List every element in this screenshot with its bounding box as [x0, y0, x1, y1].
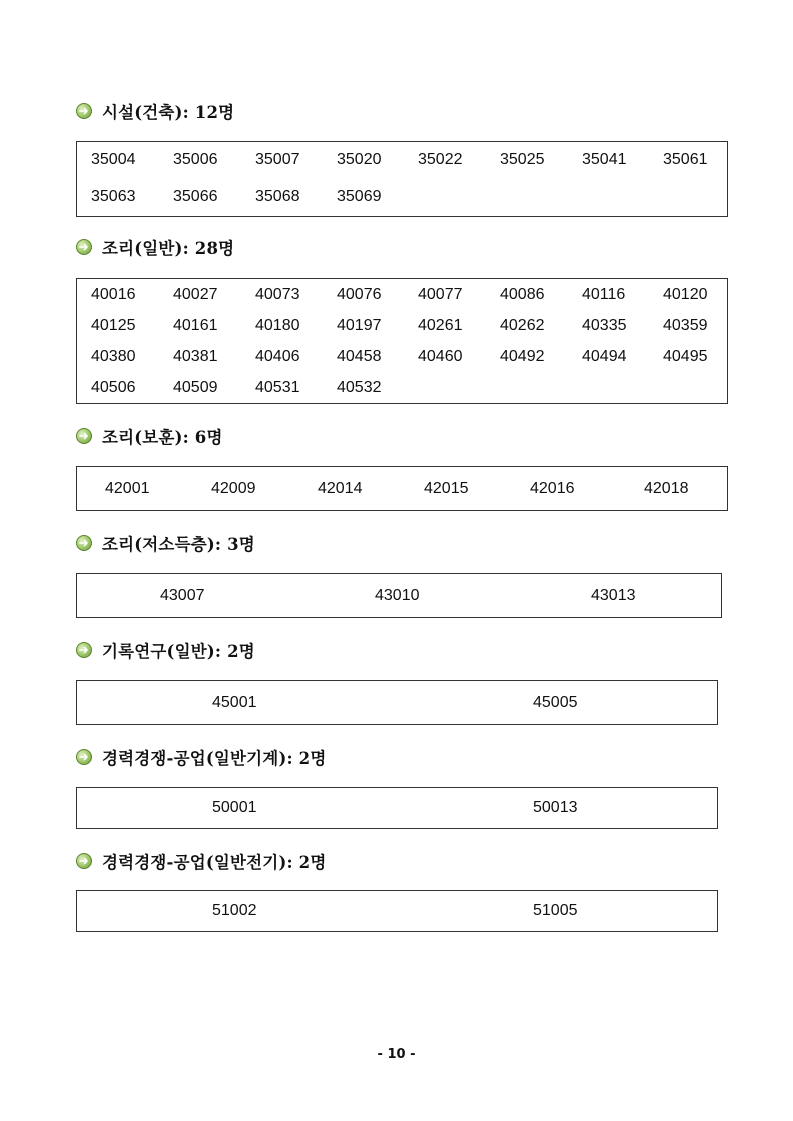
section-heading-cooking-veterans [76, 424, 223, 448]
applicant-number: 35066 [173, 188, 218, 205]
page-number: - 10 - [377, 1047, 416, 1062]
applicant-number: 35068 [255, 188, 300, 205]
applicant-number: 45001 [212, 694, 257, 711]
applicant-number: 43010 [375, 587, 420, 604]
applicant-number: 50013 [533, 799, 578, 816]
applicant-number: 35069 [337, 188, 382, 205]
applicant-number: 40077 [418, 286, 463, 303]
applicant-number: 35025 [500, 151, 545, 168]
applicant-number: 35007 [255, 151, 300, 168]
applicant-number: 42014 [318, 480, 363, 497]
section-heading-career-industry-general-machinery [76, 745, 327, 769]
code-list-box-career-industry-general-electric [76, 890, 718, 932]
green-bullet-icon [76, 535, 92, 551]
applicant-number: 35006 [173, 151, 218, 168]
applicant-number: 40027 [173, 286, 218, 303]
applicant-number: 40494 [582, 348, 627, 365]
applicant-number: 40506 [91, 379, 136, 396]
section-heading-text: 시설(건축): 12명 [102, 103, 235, 122]
section-heading-facility-architecture [76, 99, 234, 123]
applicant-number: 43013 [591, 587, 636, 604]
applicant-number: 40380 [91, 348, 136, 365]
applicant-number: 40262 [500, 317, 545, 334]
applicant-number: 43007 [160, 587, 205, 604]
applicant-number: 40125 [91, 317, 136, 334]
applicant-number: 40381 [173, 348, 218, 365]
applicant-number: 40161 [173, 317, 218, 334]
applicant-number: 42009 [211, 480, 256, 497]
applicant-number: 40335 [582, 317, 627, 334]
applicant-number: 40076 [337, 286, 382, 303]
applicant-number: 40086 [500, 286, 545, 303]
applicant-number: 51002 [212, 902, 257, 919]
applicant-number: 35004 [91, 151, 136, 168]
applicant-number: 40016 [91, 286, 136, 303]
applicant-number: 40509 [173, 379, 218, 396]
green-bullet-icon [76, 103, 92, 119]
applicant-number: 40197 [337, 317, 382, 334]
section-heading-cooking-general [76, 235, 234, 259]
applicant-number: 42016 [530, 480, 575, 497]
green-bullet-icon [76, 642, 92, 658]
applicant-number: 40120 [663, 286, 708, 303]
applicant-number: 35022 [418, 151, 463, 168]
applicant-number: 40073 [255, 286, 300, 303]
code-list-box-records-research-general [76, 680, 718, 725]
green-bullet-icon [76, 749, 92, 765]
applicant-number: 40406 [255, 348, 300, 365]
code-list-box-cooking-veterans [76, 466, 728, 511]
applicant-number: 42018 [644, 480, 689, 497]
applicant-number: 40492 [500, 348, 545, 365]
applicant-number: 40458 [337, 348, 382, 365]
applicant-number: 50001 [212, 799, 257, 816]
applicant-number: 40359 [663, 317, 708, 334]
green-bullet-icon [76, 428, 92, 444]
code-list-box-career-industry-general-machinery [76, 787, 718, 829]
applicant-number: 40531 [255, 379, 300, 396]
applicant-number: 51005 [533, 902, 578, 919]
section-heading-text: 조리(보훈): 6명 [102, 428, 223, 447]
applicant-number: 40495 [663, 348, 708, 365]
section-heading-text: 경력경쟁-공업(일반전기): 2명 [102, 853, 327, 872]
section-heading-text: 조리(일반): 28명 [102, 239, 235, 258]
green-bullet-icon [76, 853, 92, 869]
applicant-number: 40180 [255, 317, 300, 334]
green-bullet-icon [76, 239, 92, 255]
applicant-number: 42001 [105, 480, 150, 497]
applicant-number: 35063 [91, 188, 136, 205]
applicant-number: 35020 [337, 151, 382, 168]
applicant-number: 40532 [337, 379, 382, 396]
section-heading-text: 조리(저소득층): 3명 [102, 535, 255, 554]
section-heading-career-industry-general-electric [76, 849, 327, 873]
applicant-number: 40460 [418, 348, 463, 365]
applicant-number: 40116 [582, 286, 626, 303]
section-heading-records-research-general [76, 638, 255, 662]
applicant-number: 40261 [418, 317, 463, 334]
applicant-number: 42015 [424, 480, 469, 497]
applicant-number: 45005 [533, 694, 578, 711]
section-heading-text: 경력경쟁-공업(일반기계): 2명 [102, 749, 327, 768]
applicant-number: 35061 [663, 151, 708, 168]
section-heading-cooking-low-income [76, 531, 255, 555]
section-heading-text: 기록연구(일반): 2명 [102, 642, 255, 661]
applicant-number: 35041 [582, 151, 627, 168]
